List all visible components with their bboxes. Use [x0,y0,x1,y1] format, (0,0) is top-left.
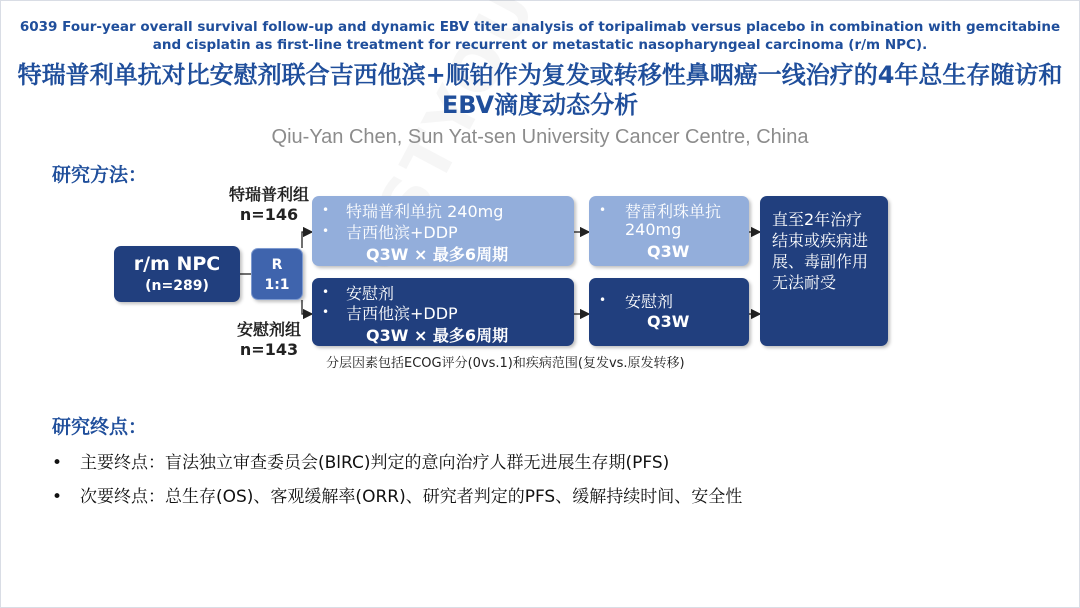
bullet-icon: • [322,224,330,238]
arm-top-induction-drug: 特瑞普利单抗 240mg [346,202,504,221]
arm-bottom-name: 安慰剂组 [236,320,301,339]
english-title: 6039 Four-year overall survival follow-up and dynamic EBV titer analysis of toripalimab versus placebo in combination with gemcitabine and cisplatin as first-line treatment for recurrent or metastatic nasopharyngeal carcinoma (r/m NPC). [19,19,1061,53]
bullet-icon: • [599,203,607,217]
population-box [114,246,240,302]
endpoint-secondary-text: 次要终点：总生存(OS)、客观缓解率(ORR)、研究者判定的PFS、缓解持续时间、安全性 [80,487,743,507]
r-to-bottom-arrow [302,300,312,314]
arm-top-maint-drug: 替雷利珠单抗 [625,202,722,221]
population-n: (n=289) [145,278,209,294]
author-line: Qiu-Yan Chen, Sun Yat-sen University Cancer Centre, China [271,126,809,148]
arm-bottom-induction-chemo: 吉西他滨+DDP [346,304,458,323]
randomization-box [251,248,303,300]
chinese-title: 特瑞普利单抗对比安慰剂联合吉西他滨+顺铂作为复发或转移性鼻咽癌一线治疗的4年总生存随访和EBV滴度动态分析 [17,61,1063,119]
randomization-ratio: 1:1 [264,277,290,293]
arm-top-induction-box [312,196,574,266]
arm-bottom-n: n=143 [239,340,299,359]
randomization-r: R [271,257,283,273]
treatment-end-text: 直至2年治疗结束或疾病进展、毒副作用无法耐受 [772,210,869,292]
arm-top-maint-dose: 240mg [625,220,682,239]
population-label: r/m NPC [133,253,221,275]
stratification-note: 分层因素包括ECOG评分(0vs.1)和疾病范围(复发vs.原发转移) [326,356,685,371]
arm-bottom-cycle: Q3W × 最多6周期 [366,326,509,345]
bullet-icon: • [52,453,63,473]
bullet-icon: • [52,487,63,507]
arm-top-cycle: Q3W × 最多6周期 [366,245,509,264]
arm-top-n: n=146 [239,205,299,224]
bullet-icon: • [322,305,330,319]
arm-bottom-induction-box [312,278,574,346]
bullet-icon: • [599,293,607,307]
treatment-end-box [760,196,888,346]
bullet-icon: • [322,203,330,217]
endpoint-primary [52,448,669,473]
methods-heading: 研究方法： [52,164,148,186]
arm-bottom-maint-freq: Q3W [647,312,690,331]
arm-top-name: 特瑞普利组 [228,185,309,204]
endpoint-secondary [52,482,742,507]
endpoint-primary-text: 主要终点：盲法独立审查委员会(BlRC)判定的意向治疗人群无进展生存期(PFS) [80,453,670,473]
endpoints-heading: 研究终点： [52,416,148,438]
arm-top-induction-chemo: 吉西他滨+DDP [346,223,458,242]
arm-bottom-induction-drug: 安慰剂 [346,284,395,303]
arm-bottom-maint-drug: 安慰剂 [625,292,674,311]
arm-bottom-maintenance-box [589,278,749,346]
bullet-icon: • [322,285,330,299]
r-to-top-arrow [302,232,312,248]
arm-top-maint-freq: Q3W [647,242,690,261]
arm-top-maintenance-box [589,196,749,266]
